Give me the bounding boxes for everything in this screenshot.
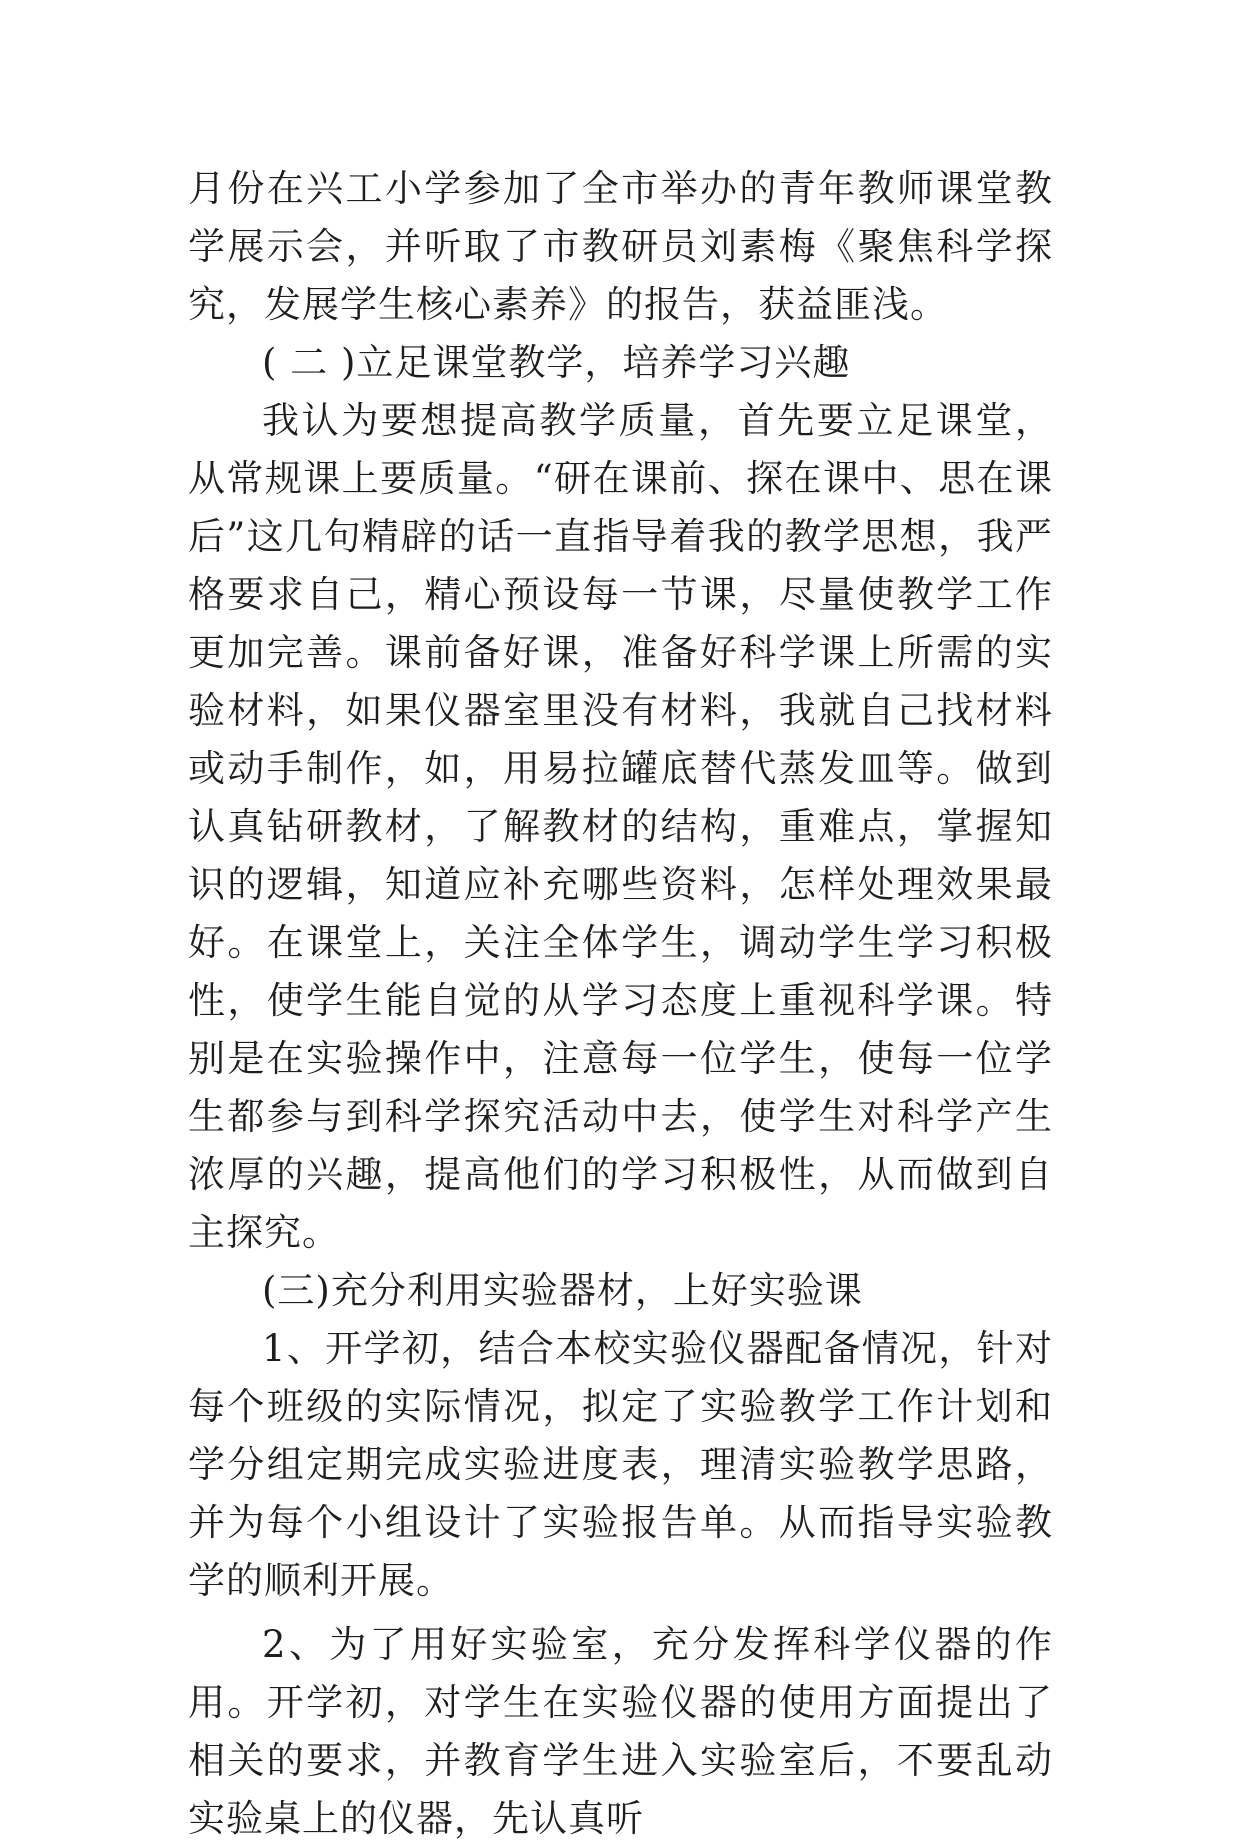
document-body: [188, 160, 1053, 1848]
section-heading-two: ( 二 )立足课堂教学，培养学习兴趣: [262, 341, 851, 384]
paragraph-classroom-teaching: 我认为要想提高教学质量，首先要立足课堂，从常规课上要质量。“研在课前、探在课中、思在课后”这几句精辟的话一直指导着我的教学思想，我严格要求自己，精心预设每一节课，尽量使教学工作更加完善。课前备好课，准备好科学课上所需的实验材料，如果仪器室里没有材料，我就自己找材料或动手制作，如，用易拉罐底替代蒸发皿等。做到认真钻研教材，了解教材的结构，重难点，掌握知识的逻辑，知道应补充哪些资料，怎样处理效果最好。在课堂上，关注全体学生，调动学生学习积极性，使学生能自觉的从学习态度上重视科学课。特别是在实验操作中，注意每一位学生，使每一位学生都参与到科学探究活动中去，使学生对科学产生浓厚的兴趣，提高他们的学习积极性，从而做到自主探究。: [188, 399, 1053, 1254]
section-heading-three: (三)充分利用实验器材，上好实验课: [262, 1269, 863, 1312]
paragraph-item-1: 1、开学初，结合本校实验仪器配备情况，针对每个班级的实际情况，拟定了实验教学工作计划和学分组定期完成实验进度表，理清实验教学思路，并为每个小组设计了实验报告单。从而指导实验教学的顺利开展。: [188, 1327, 1053, 1602]
paragraph-continuation: 月份在兴工小学参加了全市举办的青年教师课堂教学展示会，并听取了市教研员刘素梅《聚焦科学探究，发展学生核心素养》的报告，获益匪浅。: [188, 167, 1053, 326]
paragraph-item-2: 2、为了用好实验室，充分发挥科学仪器的作用。开学初，对学生在实验仪器的使用方面提出了相关的要求，并教育学生进入实验室后，不要乱动实验桌上的仪器，先认真听: [188, 1623, 1053, 1840]
